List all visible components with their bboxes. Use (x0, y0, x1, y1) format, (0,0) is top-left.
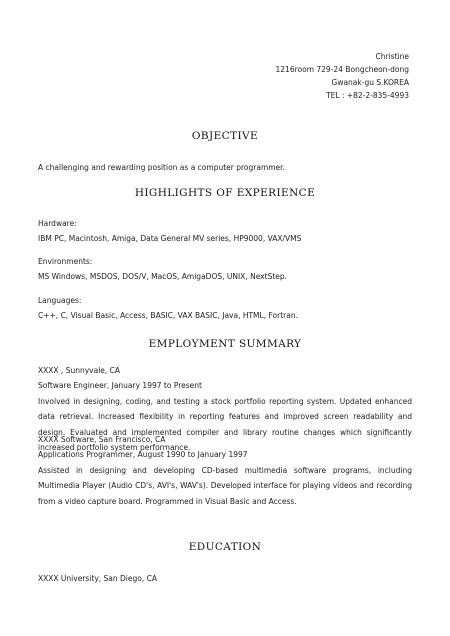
hardware-value: IBM PC, Macintosh, Amiga, Data General MV series, HP9000, VAX/VMS (38, 234, 302, 244)
job-entry-2 (38, 432, 412, 509)
highlights-heading: HIGHLIGHTS OF EXPERIENCE (134, 187, 316, 199)
languages-section (38, 293, 412, 324)
education-school: XXXX University, San Diego, CA (38, 574, 157, 583)
contact-name: Christine (375, 52, 409, 61)
job-company: XXXX , Sunnyvale, CA (38, 366, 121, 375)
hardware-label: Hardware: (38, 219, 77, 228)
job-description: Involved in designing, coding, and testing a stock portfolio reporting system. Updated enhanced data retrieval. Increased flexibility in reporting features and improved screen readability and design. Evaluated and implemented compiler and library routine changes which significantly increased portfolio system performance. (38, 396, 412, 453)
objective-text (38, 160, 412, 175)
job-description: Assisted in designing and developing CD-based multimedia software programs, including Multimedia Player (Audio CD's, AVI's, WAV's). Developed interface for playing videos and recording from a video capture board. Programmed in Visual Basic and Access. (38, 465, 412, 506)
employment-heading: EMPLOYMENT SUMMARY (148, 338, 302, 350)
objective-heading: OBJECTIVE (191, 130, 259, 142)
objective-text-line: A challenging and rewarding position as a computer programmer. (38, 163, 285, 172)
education-heading: EDUCATION (188, 541, 262, 553)
environments-label: Environments: (38, 257, 93, 266)
environments-section (38, 254, 412, 285)
highlights-section (38, 216, 412, 247)
job-company: XXXX Software, San Francisco, CA (38, 435, 166, 444)
environments-value: MS Windows, MSDOS, DOS/V, MacOS, AmigaDOS, UNIX, NextStep. (38, 272, 288, 282)
contact-address-line-2: Gwanak-gu S.KOREA (331, 78, 409, 87)
education-section (38, 571, 412, 586)
languages-value: C++, C, Visual Basic, Access, BASIC, VAX BASIC, Java, HTML, Fortran. (38, 311, 298, 321)
contact-address-line-1: 1216room 729-24 Bongcheon-dong (275, 65, 409, 74)
languages-label: Languages: (38, 296, 82, 305)
job-title: Software Engineer, January 1997 to Present (38, 381, 202, 391)
contact-phone: TEL : +82-2-835-4993 (326, 91, 409, 100)
contact-block (276, 50, 409, 102)
job-title: Applications Programmer, August 1990 to January 1997 (38, 450, 248, 460)
